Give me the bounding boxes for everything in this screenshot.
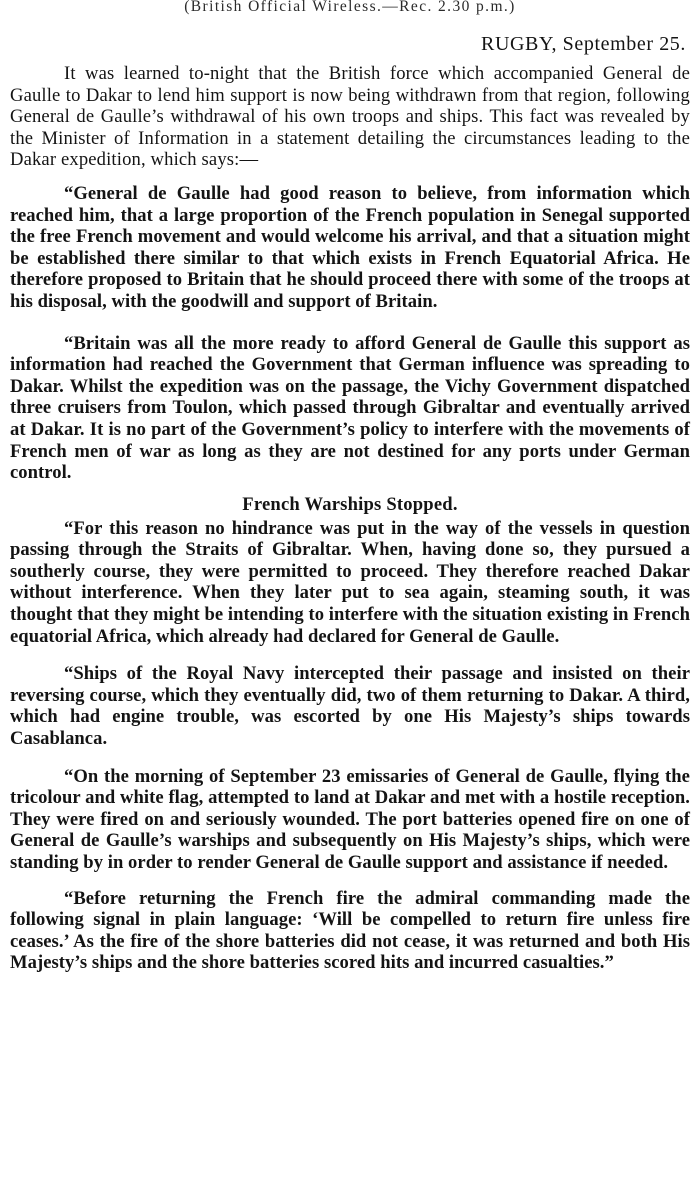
article-paragraph: “General de Gaulle had good reason to believe, from information which reached him, that a large proportion of the French population in Senegal supported the free French movement and would welcome his arrival, and that a situation might be established there similar to that which exists in French Equatorial Africa. He therefore proposed to Britain that he should proceed there with some of the troops at his disposal, with the goodwill and support of Britain.	[10, 182, 690, 312]
article-paragraph: “On the morning of September 23 emissaries of General de Gaulle, flying the tricolour and white flag, attempted to land at Dakar and met with a hostile reception. They were fired on and seriously wounded. The port batteries opened fire on one of General de Gaulle’s warships and subsequently on His Majesty’s ships, which were standing by in order to render General de Gaulle support and assistance if needed.	[10, 765, 690, 873]
dateline: RUGBY, September 25.	[481, 33, 686, 55]
article-paragraph: “Ships of the Royal Navy intercepted their passage and insisted on their reversing course, which they eventually did, two of them returning to Dakar. A third, which had engine trouble, was escorted by one His Majesty’s ships towards Casablanca.	[10, 663, 690, 750]
article-paragraph: It was learned to-night that the British force which accompanied General de Gaulle to Dakar to lend him support is now being withdrawn from that region, following General de Gaulle’s withdrawal of his own troops and ships. This fact was revealed by the Minister of Information in a statement detailing the circumstances leading to the Dakar expedition, which says:—	[10, 63, 690, 171]
article-paragraph: “Before returning the French fire the admiral commanding made the following signal in plain language: ‘Will be compelled to return fire unless fire ceases.’ As the fire of the shore batteries did not cease, it was returned and both His Majesty’s ships and the shore batteries scored hits and incurred casualties.”	[10, 887, 690, 974]
section-subheading: French Warships Stopped.	[242, 493, 458, 515]
article-paragraph: “Britain was all the more ready to afford General de Gaulle this support as information had reached the Government that German influence was spreading to Dakar. Whilst the expedition was on the passage, the Vichy Government dispatched three cruisers from Toulon, which passed through Gibraltar and eventually arrived at Dakar. It is no part of the Government’s policy to interfere with the movements of French men of war as long as they are not destined for any ports under German control.	[10, 332, 690, 484]
article-paragraph: “For this reason no hindrance was put in the way of the vessels in question passing through the Straits of Gibraltar. When, having done so, they pursued a southerly course, they were permitted to proceed. They therefore reached Dakar without interference. When they later put to sea again, steaming south, it was thought that they might be intending to interfere with the situation existing in French equatorial Africa, which already had declared for General de Gaulle.	[10, 517, 690, 647]
source-line: (British Official Wireless.—Rec. 2.30 p.m.)	[184, 0, 516, 15]
newspaper-clipping	[10, 0, 690, 974]
